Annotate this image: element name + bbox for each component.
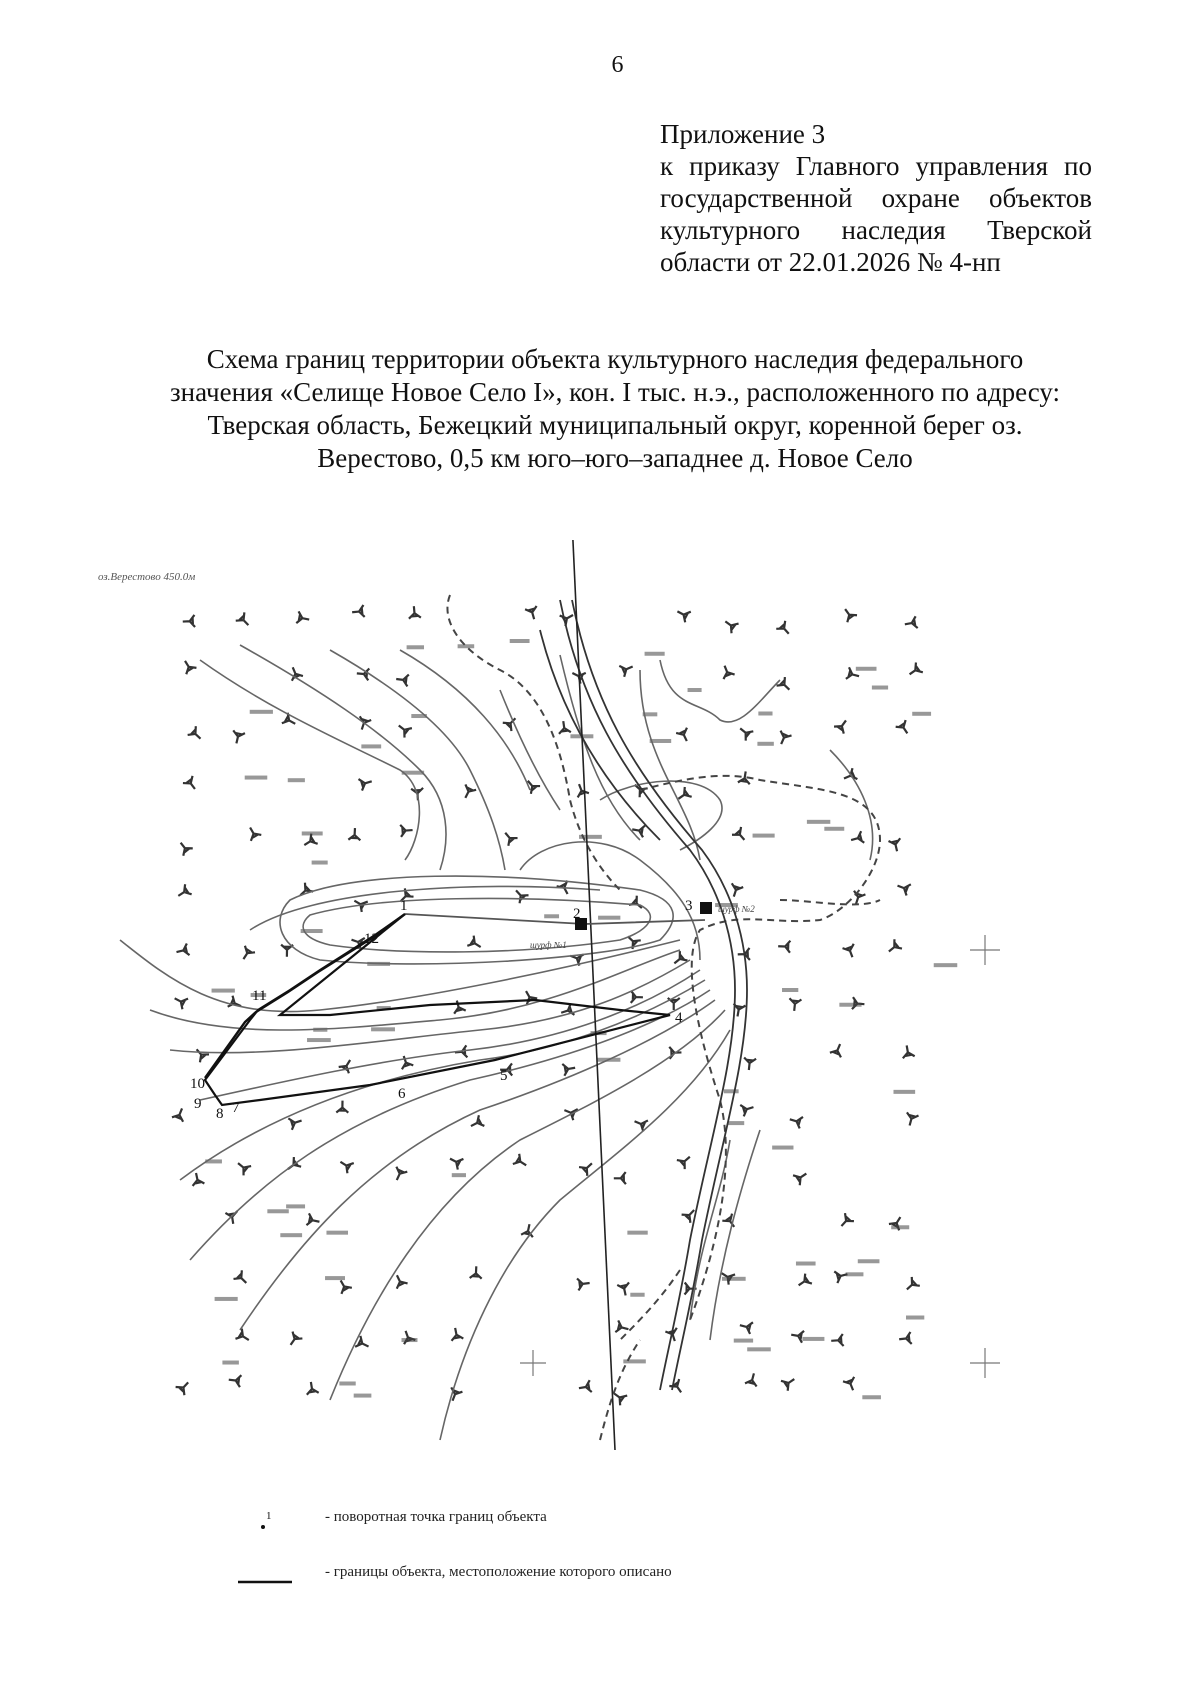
- elevation-mark: [623, 1359, 646, 1363]
- elevation-mark: [510, 639, 530, 643]
- elevation-mark: [339, 1381, 355, 1385]
- vegetation-symbol: [182, 615, 195, 628]
- turning-point-label: 7: [232, 1100, 240, 1116]
- elevation-mark: [458, 644, 475, 648]
- elevation-mark: [325, 1276, 345, 1280]
- vegetation-symbol: [172, 993, 188, 1009]
- elevation-mark: [802, 1337, 824, 1341]
- elevation-mark: [645, 652, 665, 656]
- vegetation-symbol: [287, 665, 303, 681]
- elevation-mark: [354, 1394, 372, 1398]
- vegetation-symbol: [788, 1114, 803, 1129]
- vegetation-symbol: [732, 827, 749, 844]
- boundary-line-symbol: [230, 1560, 300, 1590]
- scheme-title: [135, 343, 1095, 475]
- vegetation-symbol: [235, 1329, 252, 1346]
- vegetation-symbol: [234, 1158, 251, 1175]
- vegetation-symbol: [904, 616, 918, 630]
- elevation-mark: [630, 1293, 644, 1297]
- vegetation-symbol: [288, 1115, 303, 1130]
- vegetation-symbol: [778, 940, 790, 952]
- elevation-mark: [758, 711, 772, 715]
- vegetation-symbol: [614, 1172, 626, 1184]
- vegetation-symbol: [578, 1380, 592, 1394]
- elevation-mark: [302, 831, 323, 835]
- vegetation-symbol: [447, 1153, 463, 1169]
- lake-label: оз.Верестово 450.0м: [98, 571, 196, 583]
- elevation-mark: [824, 827, 844, 831]
- turning-point-label: 4: [675, 1010, 683, 1026]
- vegetation-symbol: [573, 782, 589, 798]
- vegetation-symbol: [830, 1042, 846, 1058]
- road-lines: [540, 600, 747, 1390]
- vegetation-symbol: [525, 606, 540, 621]
- turning-point-label: 3: [685, 898, 693, 914]
- elevation-mark: [452, 1173, 466, 1177]
- vegetation-symbol: [183, 776, 200, 793]
- elevation-mark: [598, 916, 620, 920]
- elevation-mark: [250, 710, 273, 714]
- title-line: Верестово, 0,5 км юго–юго–западнее д. Новое Село: [317, 443, 913, 473]
- vegetation-symbol: [738, 1319, 753, 1334]
- elevation-mark: [326, 1231, 348, 1235]
- vegetation-symbol: [180, 658, 197, 675]
- vegetation-symbol: [352, 605, 365, 618]
- vegetation-symbol: [722, 616, 739, 633]
- vegetation-symbol: [231, 730, 245, 744]
- vegetation-symbol: [619, 661, 635, 677]
- elevation-mark: [893, 1090, 915, 1094]
- turning-point-label: 12: [364, 931, 379, 947]
- vegetation-symbol: [225, 1211, 239, 1225]
- elevation-mark: [724, 1089, 739, 1093]
- elevation-mark: [245, 776, 268, 780]
- vegetation-symbol: [671, 951, 688, 968]
- vegetation-symbol: [176, 1378, 193, 1395]
- vegetation-symbol: [895, 880, 911, 896]
- vegetation-symbol: [337, 1157, 354, 1174]
- vegetation-symbol: [615, 1320, 630, 1335]
- vegetation-symbol: [631, 823, 645, 837]
- elevation-mark: [212, 989, 235, 993]
- vegetation-symbol: [336, 1100, 348, 1112]
- vegetation-symbol: [175, 884, 192, 901]
- vegetation-symbol: [296, 611, 310, 625]
- vegetation-symbol: [885, 939, 902, 956]
- vegetation-symbol: [745, 1372, 760, 1387]
- vegetation-symbol: [176, 839, 193, 856]
- elevation-mark: [757, 742, 773, 746]
- turning-point-label: 8: [216, 1106, 224, 1122]
- vegetation-symbols: [172, 605, 923, 1405]
- title-line: значения «Селище Новое Село I», кон. I тыс. н.э., расположенного по адресу:: [169, 377, 1061, 407]
- vegetation-symbol: [562, 1062, 576, 1076]
- vegetation-symbol: [840, 606, 857, 623]
- elevation-mark: [906, 1316, 924, 1320]
- vegetation-symbol: [513, 1154, 530, 1171]
- elevation-mark: [753, 834, 775, 838]
- vegetation-symbol: [305, 1381, 319, 1395]
- elevation-mark: [782, 988, 798, 992]
- vegetation-symbol: [306, 1213, 320, 1227]
- elevation-mark: [858, 1259, 880, 1263]
- vegetation-symbol: [843, 1377, 859, 1393]
- vegetation-symbol: [188, 726, 205, 743]
- vegetation-symbol: [460, 784, 476, 800]
- elevation-mark: [544, 914, 559, 918]
- elevation-mark: [215, 1297, 238, 1301]
- vegetation-symbol: [676, 728, 692, 744]
- vegetation-symbol: [899, 1332, 912, 1345]
- vegetation-symbol: [512, 886, 529, 903]
- pit-2-marker: [700, 902, 712, 914]
- elevation-mark: [402, 1338, 418, 1342]
- vegetation-symbol: [391, 1167, 407, 1183]
- vegetation-symbol: [677, 1152, 694, 1169]
- vegetation-symbol: [577, 1277, 590, 1290]
- vegetation-symbol: [190, 1172, 204, 1186]
- elevation-mark: [934, 963, 958, 967]
- elevation-mark: [891, 1225, 909, 1229]
- appendix-title: Приложение 3: [660, 119, 826, 149]
- elevation-mark: [312, 861, 328, 865]
- vegetation-symbol: [617, 1282, 631, 1296]
- vegetation-symbol: [468, 1115, 484, 1131]
- turning-point-label: 1: [400, 898, 408, 914]
- appendix-header: [660, 118, 1092, 278]
- vegetation-symbol: [172, 1106, 188, 1122]
- vegetation-symbol: [903, 1277, 920, 1294]
- vegetation-symbol: [776, 731, 792, 747]
- vegetation-symbol: [467, 936, 484, 953]
- vegetation-symbol: [631, 991, 643, 1003]
- elevation-mark: [371, 1027, 395, 1031]
- elevation-mark: [807, 820, 830, 824]
- elevation-mark: [286, 1204, 305, 1208]
- vegetation-symbol: [831, 1334, 844, 1347]
- turning-point-label: 11: [252, 988, 267, 1004]
- vegetation-symbol: [234, 1270, 251, 1287]
- vegetation-symbol: [788, 998, 801, 1011]
- elevation-mark: [839, 1003, 861, 1007]
- vegetation-symbol: [776, 621, 793, 638]
- vegetation-symbol: [850, 831, 865, 846]
- vegetation-symbol: [675, 606, 691, 622]
- vegetation-symbol: [449, 1327, 463, 1341]
- elevation-mark: [734, 1339, 753, 1343]
- pit-1-label: шурф №1: [530, 940, 567, 950]
- elevation-mark: [747, 1347, 771, 1351]
- turning-point-label: 5: [500, 1068, 508, 1084]
- vegetation-symbol: [175, 943, 189, 957]
- elevation-mark: [796, 1262, 816, 1266]
- vegetation-symbol: [781, 1374, 798, 1391]
- vegetation-symbol: [795, 1274, 812, 1291]
- vegetation-symbol: [398, 1054, 413, 1069]
- vegetation-symbol: [286, 1332, 303, 1349]
- vegetation-symbol: [470, 1266, 483, 1279]
- elevation-mark: [872, 686, 888, 690]
- vegetation-symbol: [777, 677, 794, 694]
- vegetation-symbol: [557, 720, 571, 734]
- vegetation-symbol: [740, 1101, 755, 1116]
- vegetation-symbol: [451, 999, 466, 1014]
- vegetation-symbol: [793, 1169, 810, 1186]
- vegetation-symbol: [236, 612, 253, 629]
- elevation-mark: [288, 778, 305, 782]
- elevation-mark: [280, 1233, 302, 1237]
- vegetation-symbol: [743, 1057, 756, 1070]
- elevation-mark: [772, 1146, 793, 1150]
- elevation-mark: [688, 688, 702, 692]
- vegetation-symbol: [358, 776, 373, 791]
- title-line: Схема границ территории объекта культурного наследия федерального: [206, 344, 1024, 374]
- vegetation-symbol: [719, 663, 735, 679]
- legend-boundary-text: - границы объекта, местоположение которого описано: [325, 1564, 672, 1580]
- vegetation-symbol: [392, 1273, 408, 1289]
- elevation-mark: [862, 1395, 881, 1399]
- vegetation-symbol: [192, 1045, 209, 1062]
- vegetation-symbol: [408, 606, 421, 619]
- vegetation-symbol: [901, 1044, 915, 1058]
- vegetation-symbol: [736, 724, 753, 741]
- vegetation-symbol: [790, 1329, 804, 1343]
- turning-point-label: 2: [573, 906, 581, 922]
- vegetation-symbol: [896, 720, 913, 737]
- pit-2-label: шурф №2: [718, 904, 755, 914]
- vegetation-symbol: [906, 663, 923, 680]
- vegetation-symbol: [904, 1112, 919, 1127]
- elevation-mark: [307, 1038, 331, 1042]
- turning-point-symbol: [230, 1505, 300, 1535]
- vegetation-symbol: [395, 673, 408, 686]
- title-line: Тверская область, Бежецкий муниципальный округ, коренной берег оз.: [207, 410, 1023, 440]
- vegetation-symbol: [395, 721, 412, 738]
- elevation-mark: [846, 1272, 864, 1276]
- vegetation-symbol: [837, 1213, 854, 1230]
- turning-point-label: 9: [194, 1096, 202, 1112]
- vegetation-symbol: [301, 834, 318, 851]
- elevation-mark: [856, 667, 877, 671]
- turning-point-label: 10: [190, 1076, 205, 1092]
- elevation-mark: [267, 1209, 288, 1213]
- elevation-mark: [627, 1231, 647, 1235]
- vegetation-symbol: [348, 828, 361, 841]
- boundary-map: [0, 540, 1200, 1490]
- vegetation-symbol: [228, 1374, 241, 1387]
- vegetation-symbol: [238, 946, 255, 963]
- elevation-mark: [912, 712, 931, 716]
- vegetation-symbol: [501, 829, 518, 846]
- turning-point-label: 6: [398, 1086, 406, 1102]
- page-number: 6: [611, 52, 624, 78]
- vegetation-symbol: [843, 944, 859, 960]
- svg-text:1: 1: [266, 1510, 272, 1522]
- legend-turning-point-text: - поворотная точка границ объекта: [325, 1509, 547, 1525]
- vegetation-symbol: [351, 896, 367, 912]
- elevation-mark: [361, 744, 381, 748]
- vegetation-symbol: [728, 883, 743, 898]
- vegetation-symbol: [400, 824, 413, 837]
- vegetation-symbol: [675, 787, 692, 804]
- elevation-mark: [728, 1121, 744, 1125]
- vegetation-symbol: [245, 825, 261, 841]
- appendix-reference: к приказу Главного управления по государственной охране объектов культурного наследия Тверской области от 22.01.2026 № 4-нп: [660, 151, 1092, 277]
- grid-crosses: [520, 935, 1000, 1378]
- vegetation-symbol: [834, 717, 851, 734]
- vegetation-symbol: [889, 838, 903, 852]
- elevation-mark: [722, 1277, 746, 1281]
- elevation-mark: [222, 1361, 238, 1365]
- elevation-mark: [407, 645, 424, 649]
